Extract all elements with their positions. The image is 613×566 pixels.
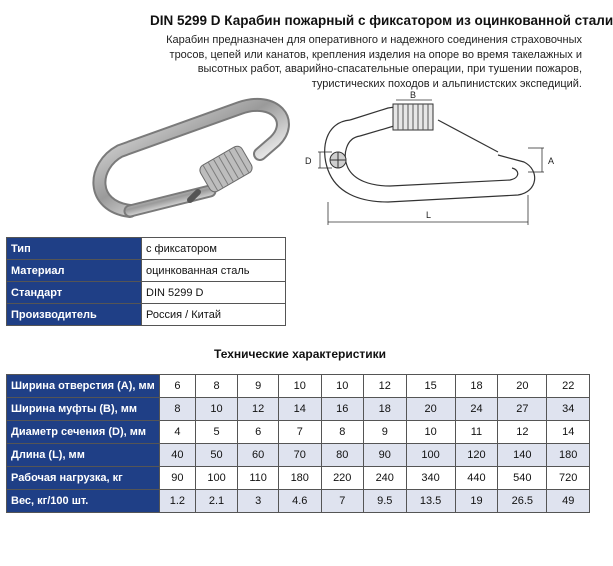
spec-value: 49	[547, 490, 590, 513]
spec-value: 60	[238, 444, 279, 467]
spec-row	[7, 490, 590, 513]
info-key: Стандарт	[7, 282, 142, 304]
spec-value: 10	[195, 398, 238, 421]
spec-value: 34	[547, 398, 590, 421]
spec-value: 90	[364, 444, 407, 467]
spec-value: 18	[364, 398, 407, 421]
spec-value: 4	[160, 421, 196, 444]
spec-value: 70	[279, 444, 322, 467]
info-value: DIN 5299 D	[142, 282, 286, 304]
drawing-sleeve	[393, 104, 433, 130]
spec-value: 13.5	[406, 490, 455, 513]
spec-value: 9	[238, 375, 279, 398]
spec-value: 27	[498, 398, 547, 421]
spec-value: 440	[455, 467, 498, 490]
spec-title: Технические характеристики	[213, 347, 387, 361]
spec-row	[7, 421, 590, 444]
spec-value: 110	[238, 467, 279, 490]
spec-value: 180	[279, 467, 322, 490]
spec-row	[7, 375, 590, 398]
spec-row	[7, 444, 590, 467]
spec-value: 720	[547, 467, 590, 490]
spec-label: Вес, кг/100 шт.	[7, 490, 160, 513]
label-l: L	[426, 210, 432, 220]
spec-value: 15	[406, 375, 455, 398]
info-key: Материал	[7, 260, 142, 282]
spec-value: 14	[547, 421, 590, 444]
spec-value: 9.5	[364, 490, 407, 513]
spec-value: 14	[279, 398, 322, 421]
spec-value: 11	[455, 421, 498, 444]
spec-value: 18	[455, 375, 498, 398]
spec-value: 24	[455, 398, 498, 421]
technical-drawing	[298, 90, 570, 230]
spec-value: 10	[406, 421, 455, 444]
spec-value: 19	[455, 490, 498, 513]
spec-value: 9	[364, 421, 407, 444]
spec-value: 220	[321, 467, 364, 490]
spec-value: 340	[406, 467, 455, 490]
spec-value: 240	[364, 467, 407, 490]
label-a: A	[548, 156, 555, 166]
spec-label: Диаметр сечения (D), мм	[7, 421, 160, 444]
spec-value: 5	[195, 421, 238, 444]
spec-value: 100	[406, 444, 455, 467]
spec-value: 140	[498, 444, 547, 467]
spec-value: 8	[160, 398, 196, 421]
spec-value: 8	[321, 421, 364, 444]
info-row	[7, 238, 286, 260]
spec-label: Ширина муфты (B), мм	[7, 398, 160, 421]
spec-value: 3	[238, 490, 279, 513]
label-d: D	[305, 156, 312, 166]
spec-value: 20	[498, 375, 547, 398]
info-value: Россия / Китай	[142, 304, 286, 326]
label-b: B	[410, 90, 417, 100]
spec-value: 16	[321, 398, 364, 421]
spec-value: 40	[160, 444, 196, 467]
spec-value: 10	[321, 375, 364, 398]
spec-table	[6, 374, 590, 513]
info-value: с фиксатором	[142, 238, 286, 260]
spec-label: Рабочая нагрузка, кг	[7, 467, 160, 490]
spec-value: 1.2	[160, 490, 196, 513]
spec-value: 12	[238, 398, 279, 421]
spec-value: 4.6	[279, 490, 322, 513]
spec-value: 540	[498, 467, 547, 490]
spec-value: 6	[238, 421, 279, 444]
spec-value: 50	[195, 444, 238, 467]
info-key: Производитель	[7, 304, 142, 326]
spec-value: 100	[195, 467, 238, 490]
spec-value: 7	[321, 490, 364, 513]
spec-value: 20	[406, 398, 455, 421]
spec-value: 22	[547, 375, 590, 398]
spec-value: 180	[547, 444, 590, 467]
spec-value: 80	[321, 444, 364, 467]
info-value: оцинкованная сталь	[142, 260, 286, 282]
spec-value: 120	[455, 444, 498, 467]
info-row	[7, 260, 286, 282]
spec-value: 12	[498, 421, 547, 444]
spec-value: 8	[195, 375, 238, 398]
info-row	[7, 282, 286, 304]
carabiner-photo	[70, 96, 310, 231]
spec-row	[7, 398, 590, 421]
spec-value: 10	[279, 375, 322, 398]
spec-label: Длина (L), мм	[7, 444, 160, 467]
page-title: DIN 5299 D Карабин пожарный с фиксатором из оцинкованной стали	[150, 13, 613, 28]
spec-label: Ширина отверстия (A), мм	[7, 375, 160, 398]
spec-value: 26.5	[498, 490, 547, 513]
spec-value: 6	[160, 375, 196, 398]
spec-value: 90	[160, 467, 196, 490]
info-key: Тип	[7, 238, 142, 260]
product-description: Карабин предназначен для оперативного и надежного соединения страховочных тросов, цепей или канатов, крепления изделия на опоре во время такелажных и высотных работ, аварийно-спасательные операции, при тушении пожаров, туристических походов и альпинистских экспедиций.	[166, 34, 582, 90]
info-row	[7, 304, 286, 326]
product-info-table	[6, 237, 286, 326]
spec-value: 2.1	[195, 490, 238, 513]
spec-row	[7, 467, 590, 490]
spec-value: 7	[279, 421, 322, 444]
spec-value: 12	[364, 375, 407, 398]
